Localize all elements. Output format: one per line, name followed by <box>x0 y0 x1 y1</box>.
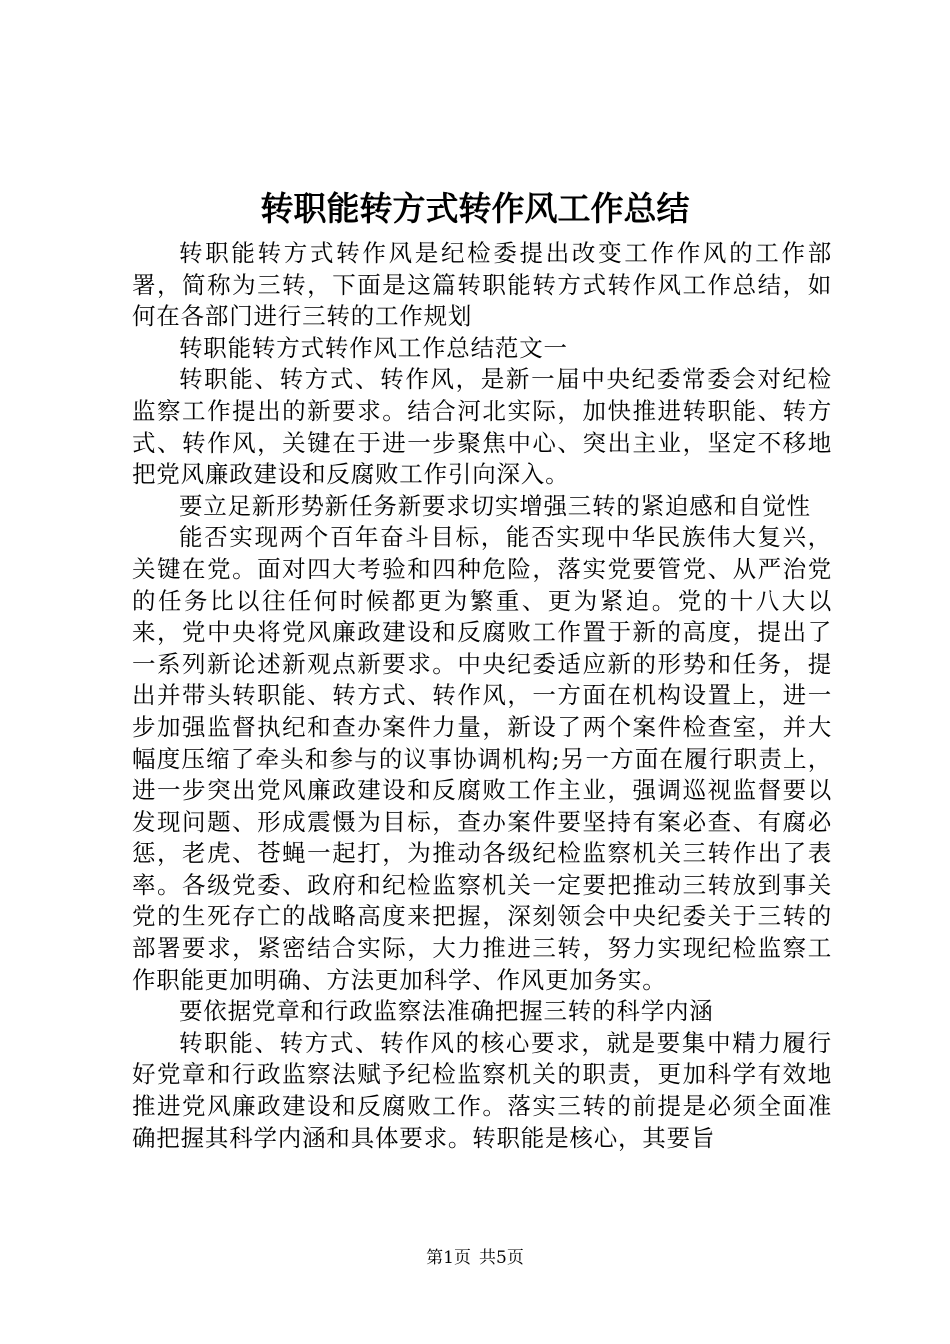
section-heading-sample-one: 转职能转方式转作风工作总结范文一 <box>179 333 568 362</box>
section-heading-urgency: 要立足新形势新任务新要求切实增强三转的紧迫感和自觉性 <box>179 491 811 520</box>
body-paragraph: 转职能、转方式、转作风的核心要求，就是要集中精力履行好党章和行政监察法赋予纪检监察机关的职责，更加科学有效地推进党风廉政建设和反腐败工作。落实三转的前提是必须全面准确把握其科学内涵和具体要求。转职能是核心，其要旨 <box>132 1028 832 1152</box>
page-footer <box>0 1246 950 1270</box>
page-number: 第1页 <box>426 1248 471 1268</box>
body-paragraph: 转职能、转方式、转作风，是新一届中央纪委常委会对纪检监察工作提出的新要求。结合河北实际，加快推进转职能、转方式、转作风，关键在于进一步聚焦中心、突出主业，坚定不移地把党风廉政建设和反腐败工作引向深入。 <box>132 365 832 489</box>
section-heading-connotation: 要依据党章和行政监察法准确把握三转的科学内涵 <box>179 997 714 1026</box>
intro-paragraph: 转职能转方式转作风是纪检委提出改变工作作风的工作部署，简称为三转，下面是这篇转职能转方式转作风工作总结，如何在各部门进行三转的工作规划 <box>132 239 832 331</box>
body-paragraph: 能否实现两个百年奋斗目标，能否实现中华民族伟大复兴，关键在党。面对四大考验和四种危险，落实党要管党、从严治党的任务比以往任何时候都更为繁重、更为紧迫。党的十八大以来，党中央将党风廉政建设和反腐败工作置于新的高度，提出了一系列新论述新观点新要求。中央纪委适应新的形势和任务，提出并带头转职能、转方式、转作风，一方面在机构设置上，进一步加强监督执纪和查办案件力量，新设了两个案件检查室，并大幅度压缩了牵头和参与的议事协调机构;另一方面在履行职责上，进一步突出党风廉政建设和反腐败工作主业，强调巡视监督要以发现问题、形成震慑为目标，查办案件要坚持有案必查、有腐必惩，老虎、苍蝇一起打，为推动各级纪检监察机关三转作出了表率。各级党委、政府和纪检监察机关一定要把推动三转放到事关党的生死存亡的战略高度来把握，深刻领会中央纪委关于三转的部署要求，紧密结合实际，大力推进三转，努力实现纪检监察工作职能更加明确、方法更加科学、作风更加务实。 <box>132 523 832 994</box>
document-body <box>132 238 832 1154</box>
page-total: 共5页 <box>479 1248 524 1268</box>
document-title: 转职能转方式转作风工作总结 <box>260 189 690 228</box>
